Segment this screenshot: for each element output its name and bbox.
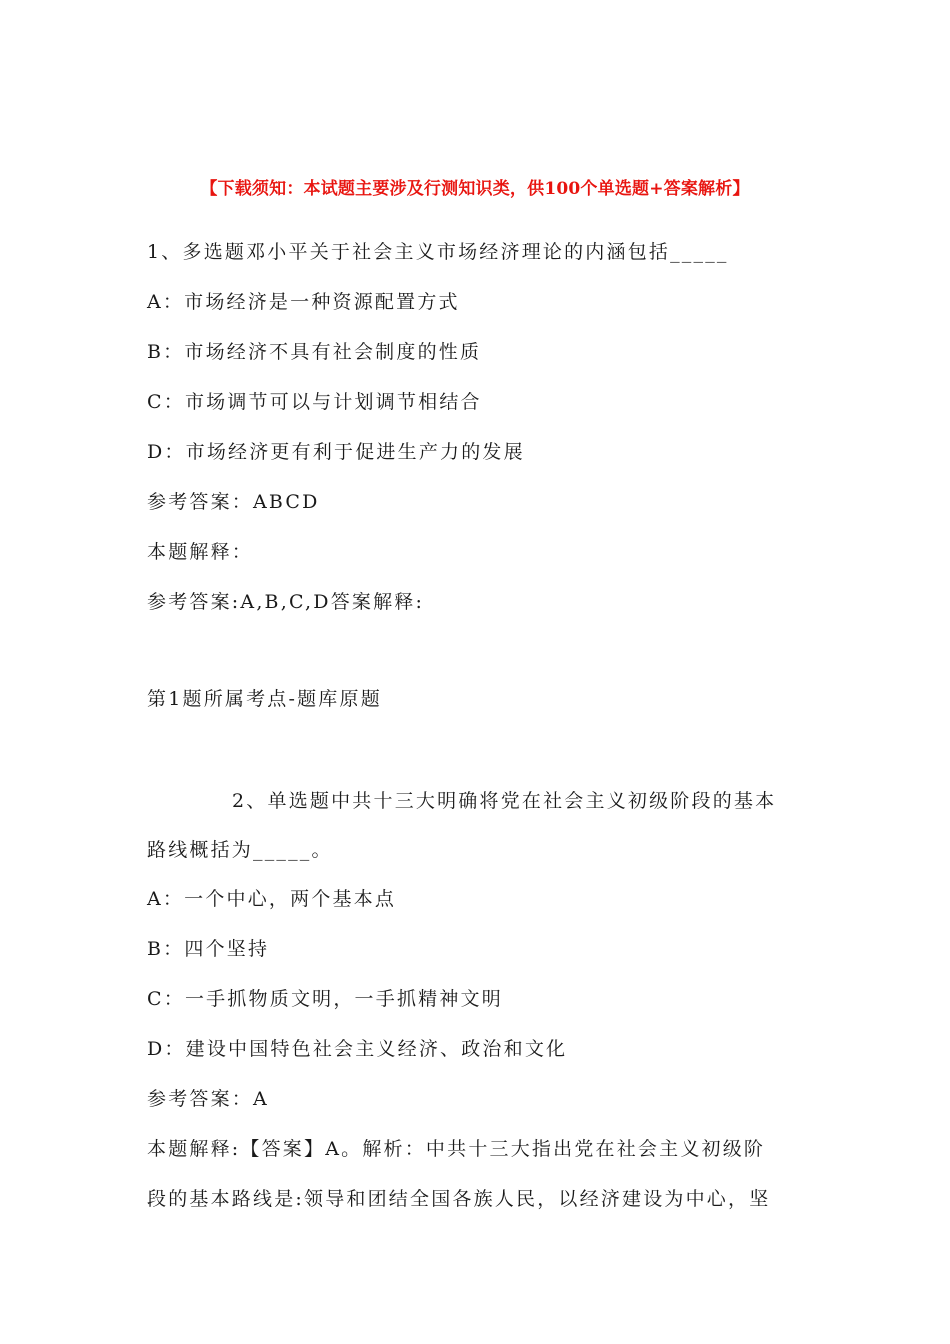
question-2-stem-line-1: 2、单选题中共十三大明确将党在社会主义初级阶段的基本 <box>232 790 777 812</box>
download-notice: 【下载须知：本试题主要涉及行测知识类，供100个单选题+答案解析】 <box>200 179 750 199</box>
question-1-option-b: B：市场经济不具有社会制度的性质 <box>147 341 482 363</box>
question-2-stem-line-2: 路线概括为_____。 <box>147 839 333 861</box>
question-2-answer: 参考答案：A <box>147 1088 269 1110</box>
question-1-explanation: 参考答案:A,B,C,D答案解释: <box>147 591 425 613</box>
question-1-stem: 1、多选题邓小平关于社会主义市场经济理论的内涵包括_____ <box>147 241 729 263</box>
question-1-explanation-label: 本题解释： <box>147 541 254 563</box>
question-2-option-a: A：一个中心，两个基本点 <box>147 888 397 910</box>
question-1-answer: 参考答案：ABCD <box>147 491 320 513</box>
question-1-option-a: A：市场经济是一种资源配置方式 <box>147 291 460 313</box>
question-2-option-c: C：一手抓物质文明，一手抓精神文明 <box>147 988 503 1010</box>
question-2-option-d: D：建设中国特色社会主义经济、政治和文化 <box>147 1038 568 1060</box>
question-1-option-d: D：市场经济更有利于促进生产力的发展 <box>147 441 525 463</box>
question-2-explanation-line-2: 段的基本路线是:领导和团结全国各族人民，以经济建设为中心，坚 <box>147 1188 771 1210</box>
question-2-option-b: B：四个坚持 <box>147 938 270 960</box>
question-1-point: 第1题所属考点-题库原题 <box>147 688 382 710</box>
question-1-option-c: C：市场调节可以与计划调节相结合 <box>147 391 482 413</box>
question-2-explanation-line-1: 本题解释:【答案】A。解析：中共十三大指出党在社会主义初级阶 <box>147 1138 766 1160</box>
